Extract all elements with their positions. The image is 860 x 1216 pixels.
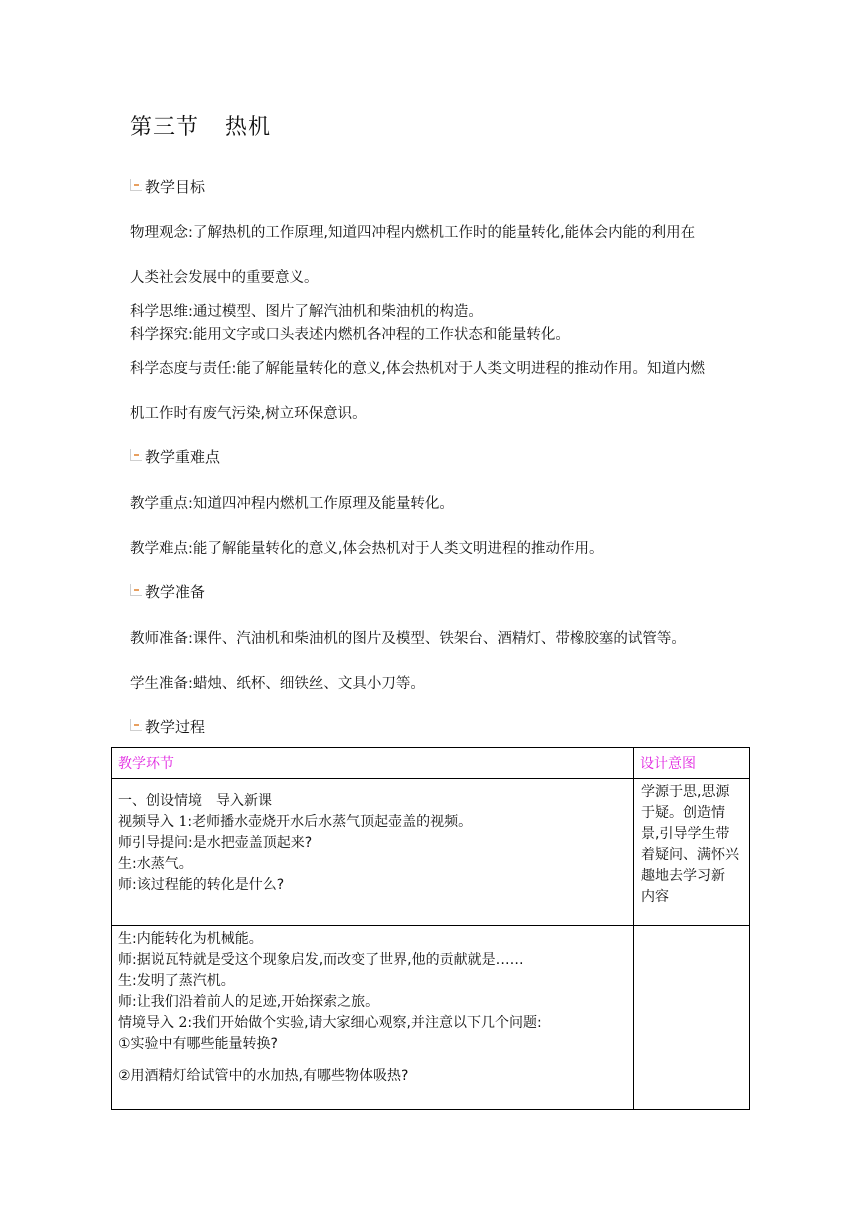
section-heading-prep: 教学准备 [130, 581, 205, 602]
header-design-intent: 设计意图 [634, 748, 750, 779]
goal-physics-concept-line2: 人类社会发展中的重要意义。 [130, 270, 319, 286]
teaching-process-table [111, 747, 750, 1110]
image-placeholder-icon [130, 584, 142, 596]
teaching-difficulty: 教学难点:能了解能量转化的意义,体会热机对于人类文明进程的推动作用。 [130, 541, 604, 557]
page-title [130, 110, 271, 141]
header-teaching-stage: 教学环节 [112, 748, 634, 779]
goal-scientific-inquiry: 科学探究:能用文字或口头表述内燃机各冲程的工作状态和能量转化。 [130, 327, 570, 343]
section-number: 第三节 [130, 115, 200, 140]
image-placeholder-icon [130, 179, 142, 191]
stage-line: 生:内能转化为机械能。 [118, 931, 263, 947]
intent-line: 着疑问、满怀兴 [641, 847, 739, 863]
table-header-row [112, 748, 750, 779]
section-heading-process: 教学过程 [130, 716, 205, 737]
table-row [112, 779, 750, 926]
goal-attitude-line2: 机工作时有废气污染,树立环保意识。 [130, 406, 367, 422]
stage-line: 生:水蒸气。 [118, 856, 193, 872]
section-heading-keypoints: 教学重难点 [130, 446, 220, 467]
intent-line: 趣地去学习新 [641, 868, 725, 884]
table-row [112, 926, 750, 1110]
goal-scientific-thinking: 科学思维:通过模型、图片了解汽油机和柴油机的构造。 [130, 304, 483, 320]
stage-line: 生:发明了蒸汽机。 [118, 973, 235, 989]
design-intent-cell [634, 779, 750, 926]
student-prep: 学生准备:蜡烛、纸杯、细铁丝、文具小刀等。 [130, 676, 425, 692]
design-intent-cell-empty [634, 926, 750, 1110]
stage-cell [112, 779, 634, 926]
intent-line: 于疑。创造情 [641, 805, 725, 821]
intent-line: 景,引导学生带 [641, 826, 730, 842]
intent-line: 学源于思,思源 [641, 784, 730, 800]
stage-line: 视频导入 1:老师播水壶烧开水后水蒸气顶起壶盖的视频。 [118, 814, 473, 830]
stage-line: 师:该过程能的转化是什么? [118, 877, 285, 893]
goal-physics-concept-line1: 物理观念:了解热机的工作原理,知道四冲程内燃机工作时的能量转化,能体会内能的利用在 [130, 225, 696, 241]
section-name: 热机 [225, 115, 272, 140]
stage-question: ②用酒精灯给试管中的水加热,有哪些物体吸热? [118, 1068, 409, 1084]
goal-attitude-line1: 科学态度与责任:能了解能量转化的意义,体会热机对于人类文明进程的推动作用。知道内燃 [130, 361, 705, 377]
image-placeholder-icon [130, 449, 142, 461]
stage-question: ①实验中有哪些能量转换? [118, 1036, 278, 1052]
stage-line: 师引导提问:是水把壶盖顶起来? [118, 835, 313, 851]
image-placeholder-icon [130, 719, 142, 731]
intent-line: 内容 [641, 889, 669, 905]
stage-line: 师:据说瓦特就是受这个现象启发,而改变了世界,他的贡献就是…… [118, 952, 524, 968]
section-heading-goals: 教学目标 [130, 176, 205, 197]
stage-line: 情境导入 2:我们开始做个实验,请大家细心观察,并注意以下几个问题: [118, 1015, 542, 1031]
teacher-prep: 教师准备:课件、汽油机和柴油机的图片及模型、铁架台、酒精灯、带橡胶塞的试管等。 [130, 631, 686, 647]
stage-line: 师:让我们沿着前人的足迹,开始探索之旅。 [118, 994, 380, 1010]
stage-heading: 一、创设情境 导入新课 [118, 793, 272, 809]
stage-cell [112, 926, 634, 1110]
teaching-focus: 教学重点:知道四冲程内燃机工作原理及能量转化。 [130, 496, 454, 512]
